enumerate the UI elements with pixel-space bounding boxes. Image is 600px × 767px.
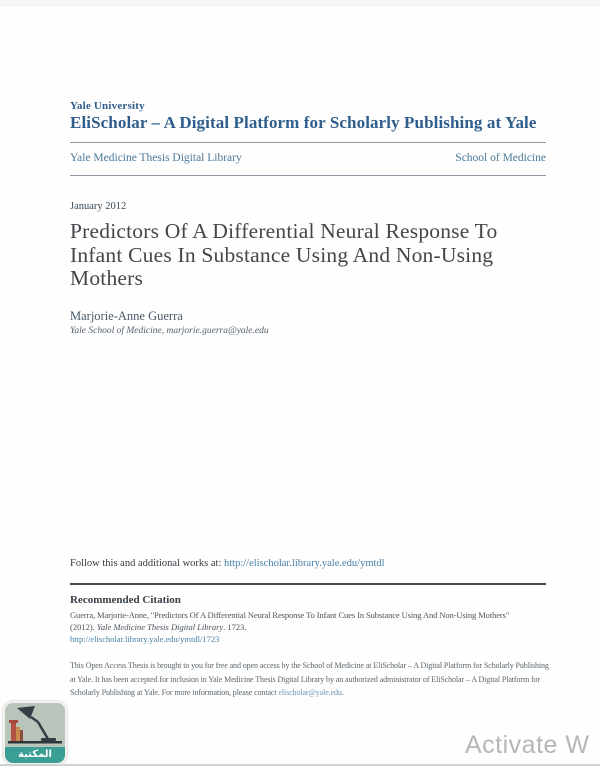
contact-email-link[interactable]: elischolar@yale.edu xyxy=(278,688,342,697)
thesis-title-line2: Infant Cues In Substance Using And Non-Using xyxy=(70,242,494,267)
follow-works-line xyxy=(70,558,385,569)
series-bar xyxy=(70,152,546,164)
citation-url-link[interactable]: http://elischolar.library.yale.edu/ymtdl/1723 xyxy=(70,634,220,644)
open-access-note xyxy=(70,659,550,700)
school-link[interactable]: School of Medicine xyxy=(455,152,546,164)
series-divider xyxy=(70,175,546,176)
author-name: Marjorie-Anne Guerra xyxy=(70,309,183,323)
library-logo-illustration xyxy=(5,703,65,747)
citation-number: . 1723. xyxy=(223,622,247,632)
citation-line2 xyxy=(70,622,247,632)
desk-lamp-books-icon xyxy=(5,703,65,747)
citation-line1: Guerra, Marjorie-Anne, "Predictors Of A Differential Neural Response To Infant Cues In Substance Using And Non-Using Mothers" xyxy=(70,610,510,620)
open-access-text: This Open Access Thesis is brought to you for free and open access by the School of Medicine at EliScholar – A Digital Platform for Scholarly Publishing at Yale. It has been accepted for inclusion in Yale Medicine Thesis Digital Library by an authorized administrator of EliScholar – A Digital Platform for Scholarly Publishing at Yale. For more information, please contact xyxy=(70,661,549,697)
library-logo-banner xyxy=(5,747,65,763)
series-url-link[interactable]: http://elischolar.library.yale.edu/ymtdl xyxy=(224,558,385,569)
page-top-edge xyxy=(0,0,600,6)
page-bottom-edge xyxy=(0,764,600,766)
citation-year: (2012). xyxy=(70,622,97,632)
recommended-citation-heading: Recommended Citation xyxy=(70,594,181,606)
thesis-title xyxy=(70,220,570,291)
author-affiliation: Yale School of Medicine, marjorie.guerra@yale.edu xyxy=(70,326,269,336)
platform-title: EliScholar – A Digital Platform for Scholarly Publishing at Yale xyxy=(70,113,537,132)
citation-series-italic: Yale Medicine Thesis Digital Library xyxy=(96,622,224,632)
institution-name: Yale University xyxy=(70,100,145,112)
header-divider xyxy=(70,142,546,143)
thesis-title-line3: Mothers xyxy=(70,266,144,290)
follow-works-label: Follow this and additional works at: xyxy=(70,558,224,569)
citation-divider xyxy=(70,583,546,585)
series-link[interactable]: Yale Medicine Thesis Digital Library xyxy=(70,152,242,164)
open-access-period: . xyxy=(341,688,344,697)
publication-date: January 2012 xyxy=(70,201,127,212)
thesis-title-line1: Predictors Of A Differential Neural Response To xyxy=(70,219,498,243)
activate-windows-watermark: Activate W xyxy=(465,731,590,759)
citation-url-row xyxy=(70,634,219,644)
library-logo-caption: المكتبة xyxy=(18,749,52,760)
library-logo xyxy=(3,701,67,765)
